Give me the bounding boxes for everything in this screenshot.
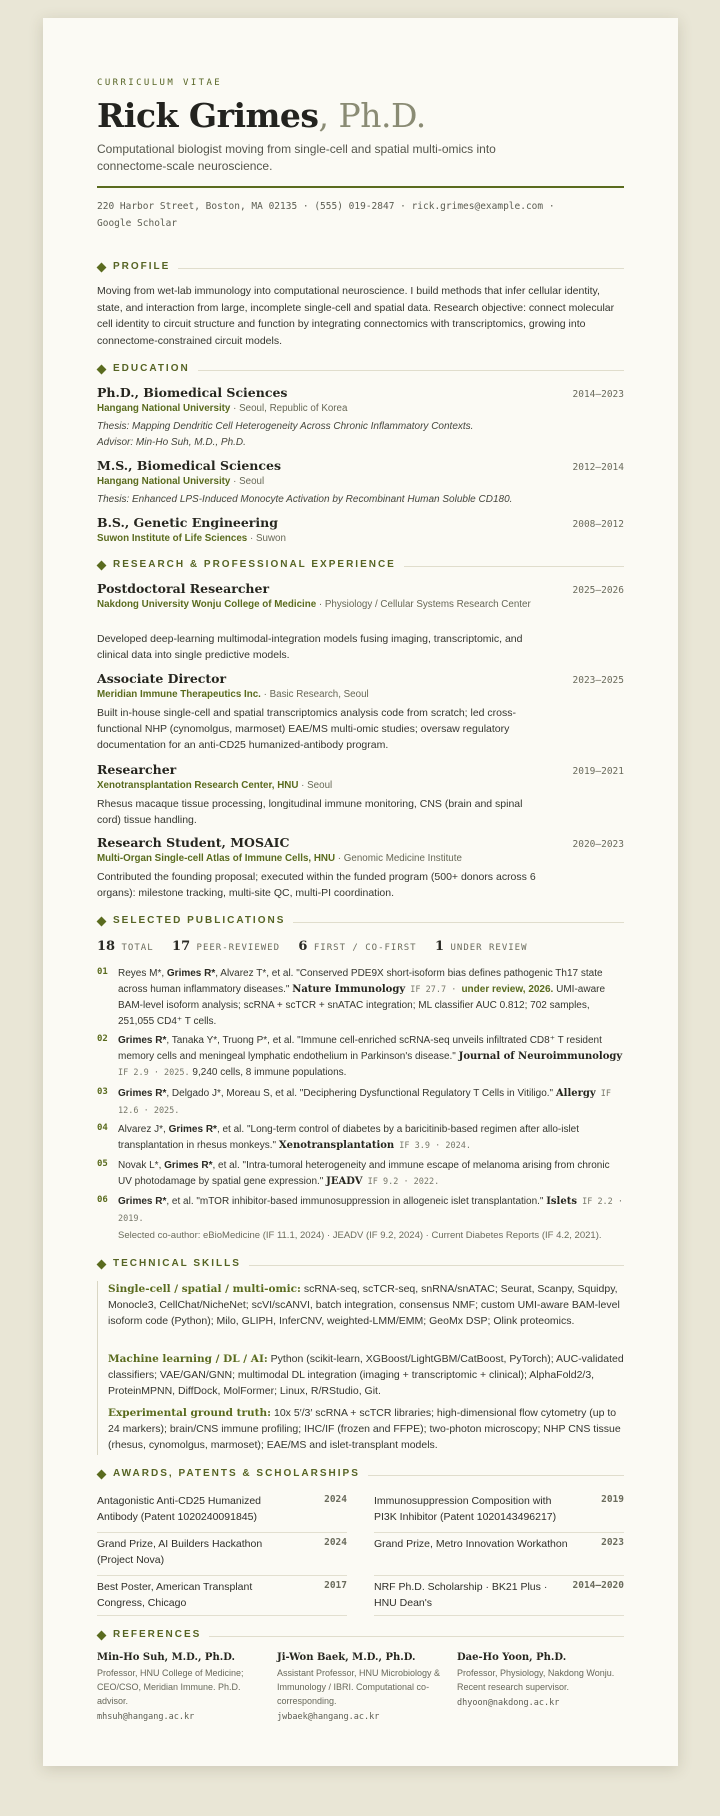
- exp-org: Meridian Immune Therapeutics Inc. · Basic Research, Seoul: [97, 689, 369, 700]
- award-item: Best Poster, American Transplant Congress, Chicago 2017: [97, 1579, 347, 1616]
- exp-title: Associate Director: [97, 671, 227, 686]
- exp-dates: 2020–2023: [572, 839, 624, 850]
- cv-name: [97, 96, 426, 135]
- section-title: SELECTED PUBLICATIONS: [113, 915, 293, 926]
- exp-org: Xenotransplantation Research Center, HNU · Seoul: [97, 780, 333, 791]
- section-profile: [97, 261, 624, 275]
- edu-advisor: Advisor: Min-Ho Suh, M.D., Ph.D.: [97, 437, 246, 448]
- exp-title: Postdoctoral Researcher: [97, 581, 270, 596]
- edu-institution: Hangang National University · Seoul: [97, 476, 265, 487]
- exp-desc: Developed deep-learning multimodal-integration models fusing imaging, transcriptomic, and clinical data into single predictive models.: [97, 633, 523, 661]
- award-item: Grand Prize, Metro Innovation Workathon 2023: [374, 1536, 624, 1576]
- edu-dates: 2008–2012: [572, 519, 624, 530]
- reference-card: Dae-Ho Yoon, Ph.D. Professor, Physiology, Nakdong Wonju. Recent research supervisor. dhyoon@nakdong.ac.kr: [457, 1652, 627, 1708]
- section-education: [97, 363, 624, 377]
- cv-tagline: Computational biologist moving from single-cell and spatial multi-omics into connectome-scale neuroscience.: [97, 142, 496, 173]
- edu-degree: B.S., Genetic Engineering: [97, 515, 278, 530]
- diamond-icon: [97, 917, 107, 927]
- exp-title: Research Student, MOSAIC: [97, 835, 290, 850]
- diamond-icon: [97, 365, 107, 375]
- diamond-icon: [97, 1470, 107, 1480]
- edu-thesis: Thesis: Enhanced LPS-Induced Monocyte Activation by Recombinant Human Soluble CD180.: [97, 494, 513, 505]
- reference-email[interactable]: dhyoon@nakdong.ac.kr: [457, 1698, 560, 1708]
- award-item: NRF Ph.D. Scholarship · BK21 Plus · HNU Dean's 2014–2020: [374, 1579, 624, 1616]
- edu-thesis: Thesis: Mapping Dendritic Cell Heterogeneity Across Chronic Inflammatory Contexts.: [97, 421, 474, 432]
- exp-title: Researcher: [97, 762, 177, 777]
- profile-text: Moving from wet-lab immunology into computational neuroscience. I build methods that infer cellular identity, state, and interaction from large, incomplete single-cell and spatial data. Research objective: connect molecular cell identity to circuit structure and function by integrating connectomics with transcriptomics, growing into connectome-constrained circuit models.: [97, 285, 615, 347]
- diamond-icon: [97, 263, 107, 273]
- edu-degree: Ph.D., Biomedical Sciences: [97, 385, 288, 400]
- name-main: Rick Grimes: [97, 96, 319, 135]
- reference-email[interactable]: mhsuh@hangang.ac.kr: [97, 1712, 195, 1722]
- edu-dates: 2012–2014: [572, 462, 624, 473]
- reference-card: Min-Ho Suh, M.D., Ph.D. Professor, HNU College of Medicine; CEO/CSO, Meridian Immune. Ph.D. advisor. mhsuh@hangang.ac.kr: [97, 1652, 267, 1722]
- section-title: PROFILE: [113, 261, 178, 272]
- exp-org: Nakdong University Wonju College of Medicine · Physiology / Cellular Systems Research Center: [97, 599, 531, 610]
- exp-dates: 2019–2021: [572, 766, 624, 777]
- coauthor-note: Selected co-author: eBioMedicine (IF 11.1, 2024) · JEADV (IF 9.2, 2024) · Current Diabetes Reports (IF 4.2, 2021).: [118, 1230, 602, 1241]
- section-title: EDUCATION: [113, 363, 198, 374]
- diamond-icon: [97, 1260, 107, 1270]
- google-scholar-link[interactable]: Google Scholar: [97, 218, 178, 229]
- edu-institution: Suwon Institute of Life Sciences · Suwon: [97, 533, 286, 544]
- section-experience: [97, 559, 624, 573]
- edu-dates: 2014–2023: [572, 389, 624, 400]
- publication-stats: 18 TOTAL 17 PEER-REVIEWED 6 FIRST / CO-FIRST 1 UNDER REVIEW: [97, 939, 528, 954]
- exp-desc: Rhesus macaque tissue processing, longitudinal immune monitoring, CNS (brain and spinal cord) tissue handling.: [97, 798, 523, 826]
- section-title: TECHNICAL SKILLS: [113, 1258, 249, 1269]
- award-item: Grand Prize, AI Builders Hackathon (Project Nova) 2024: [97, 1536, 347, 1576]
- skills-block: [97, 1281, 624, 1455]
- skill-group: Experimental ground truth: 10x 5′/3′ scRNA + scTCR libraries; high-dimensional flow cytometry (up to 24 markers); brain/CNS immune profiling; IHC/IF (frozen and FFPE); two-photon microscopy; NHP CNS tissue (rhesus, cynomolgus, marmoset); EAE/MS and islet-transplant models.: [108, 1407, 621, 1451]
- name-suffix: , Ph.D.: [318, 96, 426, 135]
- diamond-icon: [97, 561, 107, 571]
- section-awards: [97, 1468, 624, 1482]
- exp-desc: Built in-house single-cell and spatial transcriptomics analysis code from scratch; led cross-functional NHP (cynomolgus, marmoset) EAE/MS multi-omic studies; oversaw regulatory documentation for an anti-CD25 humanized-antibody program.: [97, 707, 517, 751]
- section-skills: [97, 1258, 624, 1272]
- exp-org: Multi-Organ Single-cell Atlas of Immune Cells, HNU · Genomic Medicine Institute: [97, 853, 462, 864]
- section-title: RESEARCH & PROFESSIONAL EXPERIENCE: [113, 559, 404, 570]
- skill-group: Single-cell / spatial / multi-omic: scRNA-seq, scTCR-seq, snRNA/snATAC; Seurat, Scanpy, Squidpy, Monocle3, CellChat/NicheNet; scVI/scANVI, batch integration, consensus NMF; custom UMI-aware BAM-level isoform code (Python); Milo, GLIPH, InferCNV, weighted-LMM/EMM; GeoMx DSP; Olink proteomics.: [108, 1283, 620, 1327]
- contact-line: [97, 198, 577, 232]
- contact-address: 220 Harbor Street, Boston, MA 02135 · (555) 019-2847 · rick.grimes@example.com ·: [97, 201, 555, 212]
- header-rule: [97, 186, 624, 188]
- award-item: Immunosuppression Composition with PI3K Inhibitor (Patent 1020143496217) 2019: [374, 1493, 624, 1533]
- diamond-icon: [97, 1631, 107, 1641]
- cv-page: CURRICULUM VITAE Rick Grimes, Ph.D. Computational biologist moving from single-cell and spatial multi-omics into connectome-scale neuroscience. 220 Harbor Street, Boston, MA 02135 · (555) 019-2847 · rick.grimes@example.com · Google Scholar PROFILE Moving from wet-lab immunology into computational neuroscience. I build methods that infer cellular identity, state, and interaction from large, incomplete single-cell and spatial data. Research objective: connect molecular cell identity to circuit structure and function by integrating connectomics with transcriptomics, growing into connectome-constrained circuit models. EDUCATION Ph.D., Biomedical Sciences 2014–2023 Hangang National University · Seoul, Republic of Korea Thesis: Mapping Dendritic Cell Heterogeneity Across Chronic Inflammatory Contexts. Advisor: Min-Ho Suh, M.D., Ph.D. M.S., Biomedical Sciences 2012–2014 Hangang National University · Seoul Thesis: Enhanced LPS-Induced Monocyte Activation by Recombinant Human Soluble CD180. B.S., Genetic Engineering 2008–2012 Suwon Institute of Life Sciences · Suwon RESEARCH & PROFESSIONAL EXPERIENCE Postdoctoral Researcher 2025–2026 Nakdong University Wonju College of Medicine · Physiology / Cellular Systems Research Center Developed deep-learning multimodal-integration models fusing imaging, transcriptomic, and clinical data into single predictive models. Associate Director 2023–2025 Meridian Immune Therapeutics Inc. · Basic Research, Seoul Built in-house single-cell and spatial transcriptomics analysis code from scratch; led cross-functional NHP (cynomolgus, marmoset) EAE/MS multi-omic studies; oversaw regulatory documentation for an anti-CD25 humanized-antibody program. Researcher 2019–2021 Xenotransplantation Research Center, HNU · Seoul Rhesus macaque tissue processing, longitudinal immune monitoring, CNS (brain and spinal cord) tissue handling. Research Student, MOSAIC 2020–2023 Multi-Organ Single-cell Atlas of Immune Cells, HNU · Genomic Medicine Institute Contributed the founding proposal; executed within the funded program (500+ donors across 6 organs): milestone tracking, multi-site QC, multi-PI coordination. SELECTED PUBLICATIONS 18 TOTAL 17 PEER-REVIEWED 6 FIRST / CO-FIRST 1 UNDER REVIEW 01 Reyes M*, Grimes R*, Alvarez T*, et al. "Conserved PDE9X short-isoform bias defines pathogenic Th17 state across human inflammatory diseases." Nature Immunology IF 27.7 · under review, 2026. UMI-aware BAM-level isoform analysis; scRNA + scTCR + snATAC integration; ML classifier AUC 0.812; 702 samples, 251,055 CD4⁺ T cells. 02 Grimes R*, Tanaka Y*, Truong P*, et al. "Immune cell-enriched scRNA-seq unveils infiltrated CD8⁺ T resident memory cells and meningeal lymphatic endothelium in Parkinson's disease." Journal of Neuroimmunology IF 2.9 · 2025. 9,240 cells, 8 immune populations. 03 Grimes R*, Delgado J*, Moreau S, et al. "Deciphering Dysfunctional Regulatory T Cells in Vitiligo." Allergy IF 12.6 · 2025. 04 Alvarez J*, Grimes R*, et al. "Long-term control of diabetes by a baricitinib-based regimen after allo-islet transplantation in rhesus monkeys." Xenotransplantation IF 3.9 · 2024. 05 Novak L*, Grimes R*, et al. "Intra-tumoral heterogeneity and immune escape of melanoma arising from chronic UV photodamage by spatial gene expression." JEADV IF 9.2 · 2022. 06 Grimes R*, et al. "mTOR inhibitor-based immunosuppression in allogeneic islet transplantation." Islets IF 2.2 · 2019. Selected co-author: eBioMedicine (IF 11.1, 2024) · JEADV (IF 9.2, 2024) · Current Diabetes Reports (IF 4.2, 2021). TECHNICAL SKILLS Single-cell / spatial / multi-omic: scRNA-seq, scTCR-seq, snRNA/snATAC; Seurat, Scanpy, Squidpy, Monocle3, CellChat/NicheNet; scVI/scANVI, batch integration, consensus NMF; custom UMI-aware BAM-level isoform code (Python); Milo, GLIPH, InferCNV, weighted-LMM/EMM; GeoMx DSP; Olink proteomics. Machine learning / DL / AI: Python (scikit-learn, XGBoost/LightGBM/CatBoost, PyTorch); AUC-validated classifiers; VAE/GAN/GNN; multimodal DL integration (imaging + transcriptomic + clinical); AlphaFold2/3, ProteinMPNN, DiffDock, MolFormer; Linux, R/RStudio, Git. Experimental ground truth: 10x 5′/3′ scRNA + scTCR libraries; high-dimensional flow cytometry (up to 24 markers); brain/CNS immune profiling; IHC/IF (frozen and FFPE); two-photon microscopy; NHP CNS tissue (rhesus, cynomolgus, marmoset); EAE/MS and islet-transplant models. AWARDS, PATENTS & SCHOLARSHIPS Antagonistic Anti-CD25 Humanized Antibody (Patent 1020240091845) 2024 Immunosuppression Composition with PI3K Inhibitor (Patent 1020143496217) 2019 Grand Prize, AI Builders Hackathon (Project Nova) 2024 Grand Prize, Metro Innovation Workathon 2023 Best Poster, American Transplant Congress, Chicago 2017 NRF Ph.D. Scholarship · BK21 Plus · HNU Dean's 2014–2020 REFERENCES Min-Ho Suh, M.D., Ph.D. Professor, HNU College of Medicine; CEO/CSO, Meridian Immune. Ph.D. advisor. mhsuh@hangang.ac.kr Ji-Won Baek, M.D., Ph.D. Assistant Professor, HNU Microbiology & Immunology / IBRI. Computational co-corresponding. jwbaek@hangang.ac.kr Dae-Ho Yoon, Ph.D. Professor, Physiology, Nakdong Wonju. Recent research supervisor. dhyoon@nakdong.ac.kr: [43, 18, 678, 1766]
- edu-degree: M.S., Biomedical Sciences: [97, 458, 281, 473]
- exp-dates: 2023–2025: [572, 675, 624, 686]
- exp-desc: Contributed the founding proposal; executed within the funded program (500+ donors across 6 organs): milestone tracking, multi-site QC, multi-PI coordination.: [97, 871, 536, 899]
- skill-group: Machine learning / DL / AI: Python (scikit-learn, XGBoost/LightGBM/CatBoost, PyTorch); AUC-validated classifiers; VAE/GAN/GNN; multimodal DL integration (imaging + transcriptomic + clinical); AlphaFold2/3, ProteinMPNN, DiffDock, MolFormer; Linux, R/RStudio, Git.: [108, 1353, 624, 1397]
- section-publications: [97, 915, 624, 929]
- edu-institution: Hangang National University · Seoul, Republic of Korea: [97, 403, 348, 414]
- award-item: Antagonistic Anti-CD25 Humanized Antibody (Patent 1020240091845) 2024: [97, 1493, 347, 1533]
- reference-card: Ji-Won Baek, M.D., Ph.D. Assistant Professor, HNU Microbiology & Immunology / IBRI. Computational co-corresponding. jwbaek@hangang.ac.kr: [277, 1652, 447, 1722]
- exp-dates: 2025–2026: [572, 585, 624, 596]
- reference-email[interactable]: jwbaek@hangang.ac.kr: [277, 1712, 380, 1722]
- section-title: AWARDS, PATENTS & SCHOLARSHIPS: [113, 1468, 368, 1479]
- section-title: REFERENCES: [113, 1629, 209, 1640]
- section-references: [97, 1629, 624, 1643]
- cv-kicker: CURRICULUM VITAE: [97, 78, 223, 88]
